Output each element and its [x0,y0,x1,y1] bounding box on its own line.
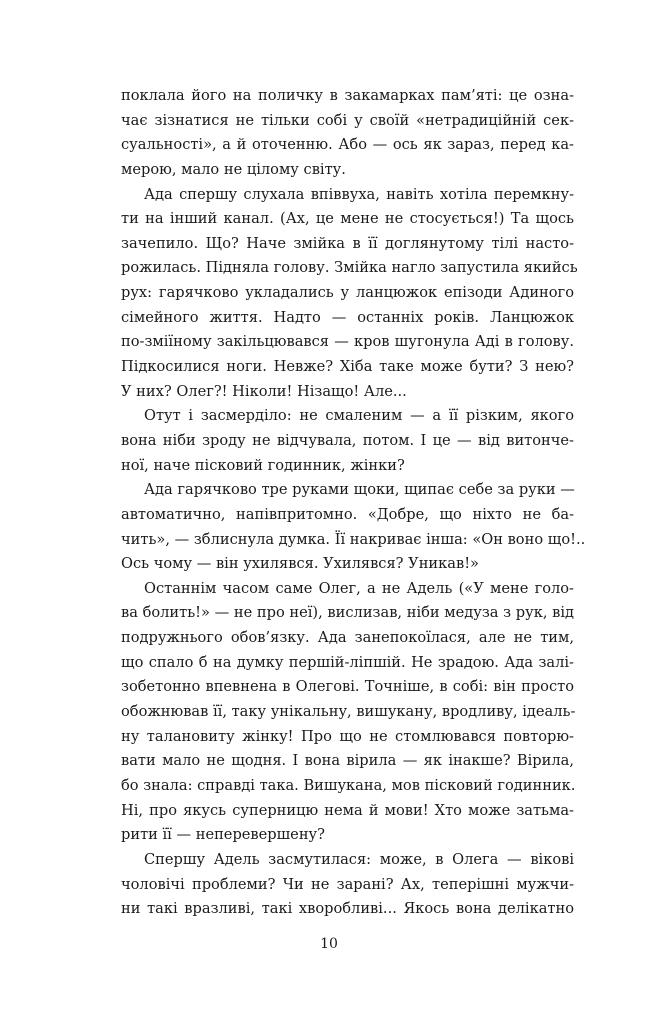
text-line: Ні, про якусь суперницю нема й мови! Хто може затьма- [121,801,574,819]
text-line: чоловічі проблеми? Чи не зарані? Ах, теперішні мужчи- [121,875,574,893]
text-line: рух: гарячково укладались у ланцюжок епізоди Адиного [121,284,574,302]
text-line: ва болить!» — не про неї), вислизав, ніби медуза з рук, від [121,604,574,622]
body-text [121,84,586,922]
text-line: мерою, мало не цілому світу. [121,160,346,178]
text-line: Спершу Адель засмутилася: може, в Олега — вікові [144,850,574,868]
text-line: зачепило. Що? Наче змійка в її доглянутому тілі насто- [121,234,574,252]
text-line: рити її — неперевершену? [121,826,325,844]
text-line: Останнім часом саме Олег, а не Адель («У мене голо- [144,579,574,597]
text-line: чає зізнатися не тільки собі у своїй «нетрадиційній сек- [121,111,574,129]
paragraph [121,848,574,922]
text-line: поклала його на поличку в закамарках пам’яті: це озна- [121,87,574,104]
text-line: вона ніби зроду не відчувала, потом. І це — від витонче- [121,431,574,449]
text-line: вати мало не щодня. І вона вірила — як інакше? Вірила, [121,752,574,770]
text-line: по-зміїному закільцювався — кров шугонула Аді в голову. [121,333,574,351]
text-line: У них? Олег?! Ніколи! Нізащо! Але... [121,382,407,400]
text-line: ну талановиту жінку! Про що не стомлювався повторю- [121,727,574,745]
text-line: подружнього обов’язку. Ада занепокоїлася, але не тим, [121,629,574,647]
paragraph [121,84,574,183]
text-line: Ада гарячково тре руками щоки, щипає себе за руки — [144,481,575,499]
paragraph [121,404,574,478]
text-line: автоматично, напівпритомно. «Добре, що ніхто не ба- [121,505,574,523]
text-line: Підкосилися ноги. Невже? Хіба таке може бути? З нею? [121,358,574,376]
text-line: Отут і засмерділо: не смаленим — а її різким, якого [144,407,574,425]
text-line: Ось чому — він ухилявся. Ухилявся? Уникав!» [121,555,479,573]
text-line: зобетонно впевнена в Олегові. Точніше, в собі: він просто [121,678,574,696]
text-line: обожнював її, таку унікальну, вишукану, вродливу, ідеаль- [121,703,576,721]
paragraph [121,183,578,405]
text-line: рожилась. Підняла голову. Змійка нагло запустила якийсь [121,259,578,277]
paragraph [121,478,586,577]
text-line: чить», — зблиснула думка. Її накриває інша: «Он воно що!.. [121,530,586,548]
text-line: ти на інший канал. (Ах, це мене не стосується!) Та щось [121,210,574,228]
page-number: 10 [320,936,338,952]
text-line: що спало б на думку першій-ліпшій. Не зрадою. Ада залі- [121,653,574,671]
text-line: ни такі вразливі, такі хворобливі... Якось вона делікатно [121,900,574,918]
text-line: бо знала: справді така. Вишукана, мов пісковий годинник. [121,776,576,794]
paragraph [121,577,574,848]
text-line: Ада спершу слухала впіввуха, навіть хотіла перемкну- [144,185,574,203]
text-line: сімейного життя. Надто — останніх років. Ланцюжок [121,308,574,326]
text-line: суальності», а й оточенню. Або — ось як зараз, перед ка- [121,136,574,154]
text-line: ної, наче пісковий годинник, жінки? [121,456,405,474]
